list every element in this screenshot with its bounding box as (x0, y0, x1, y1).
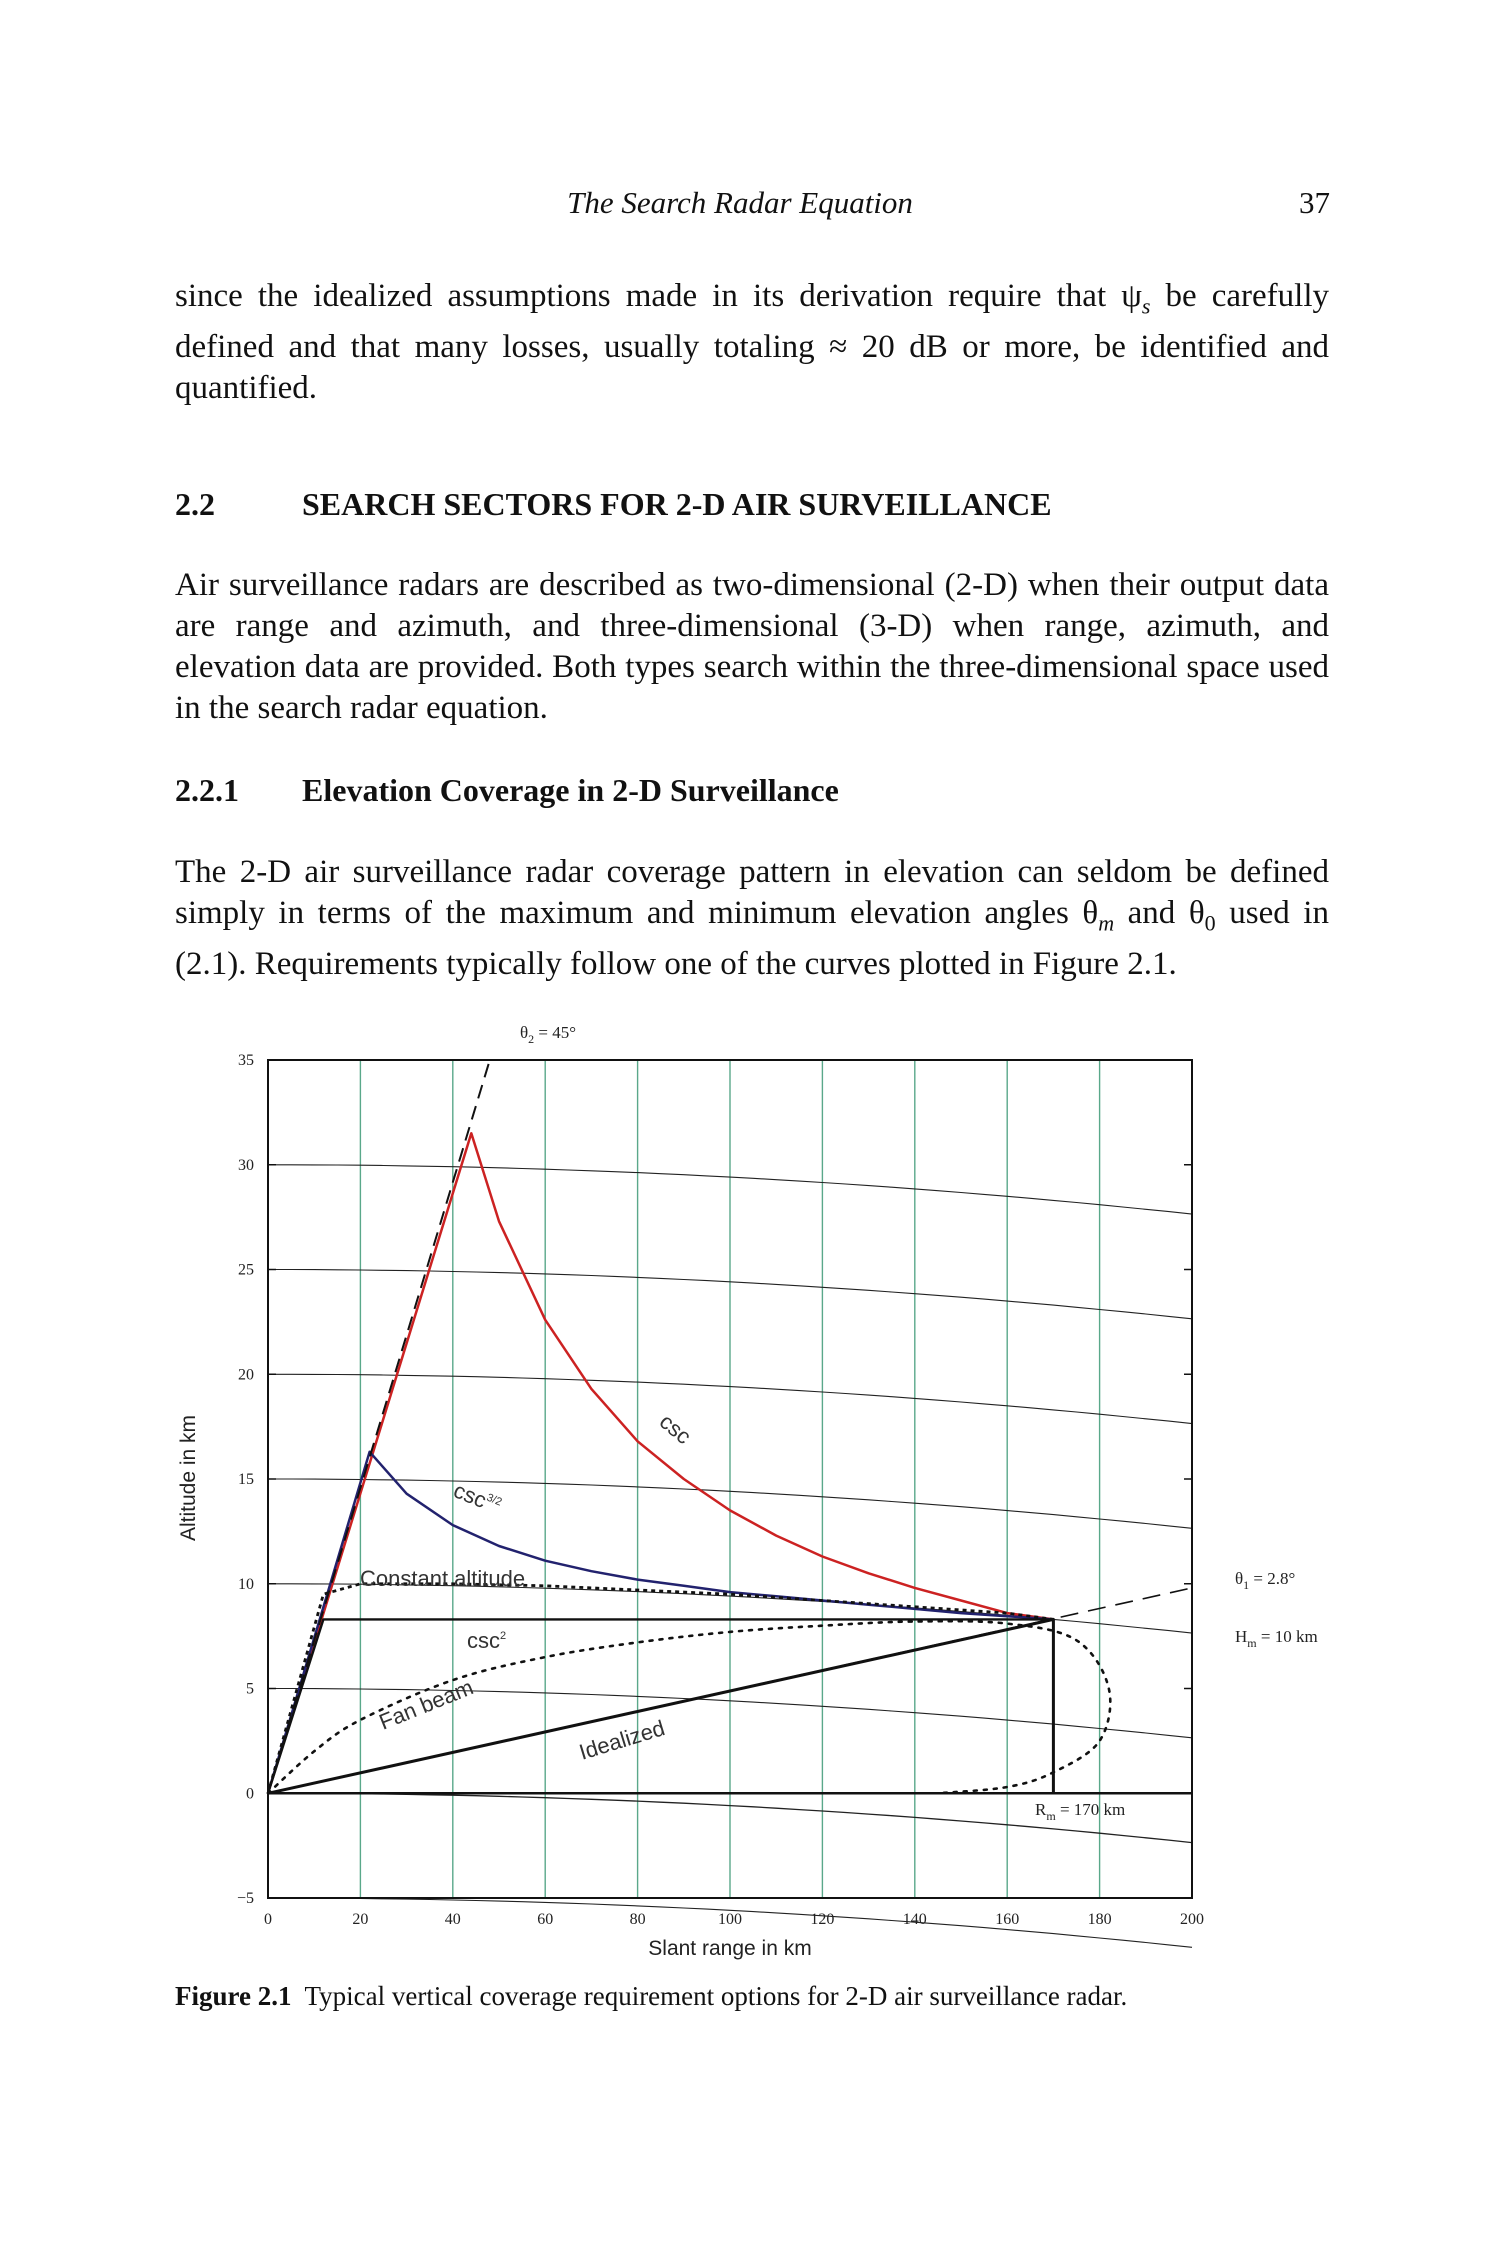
x-tick-label: 80 (629, 1911, 646, 1928)
x-axis-label: Slant range in km (648, 1937, 812, 1960)
running-header-title: The Search Radar Equation (567, 185, 913, 220)
intro-text-end: be carefully defined and that many losses, usually totaling ≈ 20 dB or more, be identified and quantified. (175, 278, 1329, 406)
subsection-title: Elevation Coverage in 2-D Surveillance (302, 772, 839, 808)
csc-curve-label: csc (654, 1408, 697, 1450)
psi-subscript: s (1141, 293, 1151, 319)
x-tick-label: 140 (902, 1911, 927, 1928)
x-tick-label: 100 (718, 1911, 742, 1928)
y-tick-label: 5 (246, 1680, 254, 1698)
x-tick-label: 120 (810, 1911, 835, 1928)
section-number: 2.2 (175, 486, 215, 522)
para2-part3: used in (2.1). Requirements typically follow one of the curves plotted in Figure 2.1. (175, 895, 1329, 982)
hm-annotation: $H_m = 10$ km (1235, 1627, 1318, 1650)
x-tick-label: 20 (352, 1911, 369, 1928)
y-tick-label: 0 (246, 1785, 254, 1803)
figure-caption-text: Typical vertical coverage requirement options for 2-D air surveillance radar. (304, 1981, 1128, 2011)
x-tick-label: 0 (264, 1911, 272, 1928)
theta2-annotation: $\theta_2 = 45^\circ$ (520, 1023, 577, 1046)
intro-text-start: since the idealized assumptions made in its derivation require that (175, 278, 1122, 314)
page-number: 37 (1299, 185, 1330, 220)
subsection-number: 2.2.1 (175, 772, 239, 808)
fan-beam-label: Fan beam (375, 1674, 477, 1735)
x-tick-label: 160 (995, 1911, 1020, 1928)
psi-symbol: ψ (1121, 278, 1142, 314)
para2-part2: and θ (1114, 895, 1205, 931)
x-tick-label: 200 (1180, 1911, 1204, 1928)
x-tick-label: 60 (537, 1911, 554, 1928)
figure-caption (175, 1981, 1127, 2012)
constant-altitude-label: Constant altitude (360, 1566, 526, 1591)
x-tick-label: 180 (1087, 1911, 1112, 1928)
theta-0-sub: 0 (1204, 910, 1216, 936)
y-tick-label: 20 (238, 1366, 254, 1384)
y-tick-label: 25 (238, 1261, 254, 1279)
csc2-curve-label: $\csc^2$ (467, 1628, 507, 1653)
paragraph-2d-3d: Air surveillance radars are described as two-dimensional (2-D) when their output data are range and azimuth, and three-dimensional (3-D) when range, azimuth, and elevation data are provided. Both types search within the three-dimensional space used in the search radar equation. (175, 567, 1329, 726)
theta1-annotation: $\theta_1 = 2.8^\circ$ (1235, 1569, 1296, 1592)
idealized-label: Idealized (576, 1715, 668, 1765)
rm-annotation: $R_m = 170$ km (1035, 1800, 1126, 1823)
y-axis-label: Altitude in km (177, 1414, 200, 1542)
figure-label: Figure 2.1 (175, 1981, 292, 2011)
csc32-curve-label: $\csc^{3/2}$ (450, 1477, 504, 1513)
y-tick-label: 30 (238, 1156, 254, 1174)
y-tick-label: 10 (238, 1575, 254, 1593)
theta-m-sub: m (1098, 910, 1115, 936)
section-title: SEARCH SECTORS FOR 2-D AIR SURVEILLANCE (302, 486, 1052, 522)
y-tick-label: 35 (238, 1052, 254, 1069)
y-tick-label: −5 (236, 1890, 254, 1907)
para2-part1: The 2-D air surveillance radar coverage pattern in elevation can seldom be defined simply in terms of the maximum and minimum elevation angles θ (175, 854, 1329, 931)
y-tick-label: 15 (238, 1471, 254, 1488)
x-tick-label: 40 (444, 1911, 461, 1928)
